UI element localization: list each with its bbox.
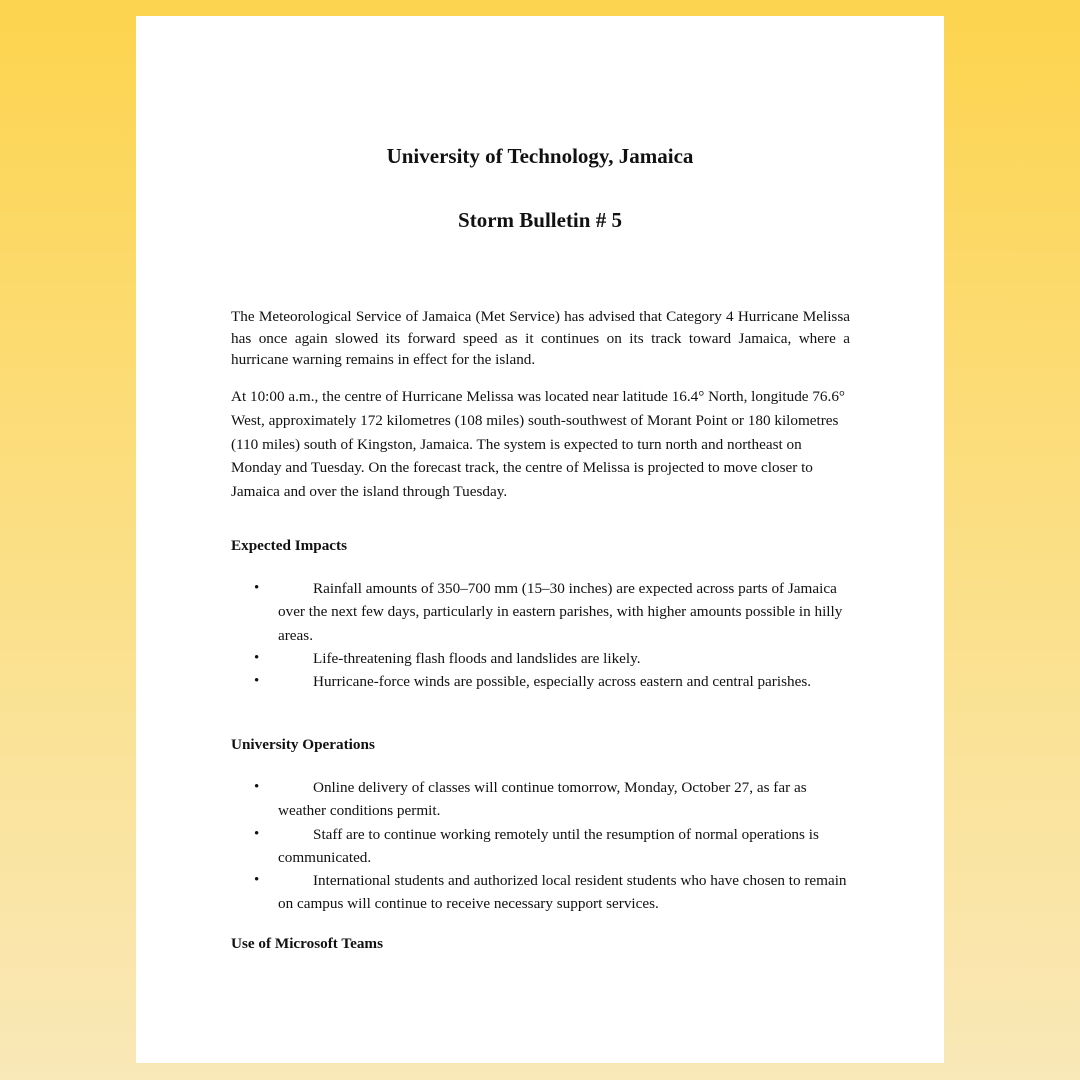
list-item [136, 776, 848, 823]
list-item-text: Online delivery of classes will continue tomorrow, Monday, October 27, as far as weather conditions permit. [278, 779, 807, 820]
location-paragraph: At 10:00 a.m., the centre of Hurricane Melissa was located near latitude 16.4° North, longitude 76.6° West, approximately 172 kilometres (108 miles) south-southwest of Morant Point or 180 kilometres (110 miles) south of Kingston, Jamaica. The system is expected to turn north and northeast on Monday and Tuesday. On the forecast track, the centre of Melissa is projected to move closer to Jamaica and over the island through Tuesday. [231, 388, 845, 501]
section-heading-expected-impacts: Expected Impacts [231, 537, 348, 554]
expected-impacts-list [136, 577, 944, 693]
list-item [136, 577, 848, 647]
list-item [136, 647, 848, 670]
list-item [136, 823, 848, 870]
bulletin-number: Storm Bulletin # 5 [458, 208, 622, 232]
document-page [136, 16, 944, 1063]
list-item [136, 869, 848, 916]
list-item-text: Hurricane-force winds are possible, especially across eastern and central parishes. [313, 673, 812, 691]
list-item-text: Staff are to continue working remotely until the resumption of normal operations is communicated. [278, 825, 819, 866]
list-item-text: Rainfall amounts of 350–700 mm (15–30 inches) are expected across parts of Jamaica over the next few days, particularly in eastern parishes, with higher amounts possible in hilly areas. [278, 580, 843, 644]
intro-paragraph: The Meteorological Service of Jamaica (Met Service) has advised that Category 4 Hurricane Melissa has once again slowed its forward speed as it continues on its track toward Jamaica, where a hurricane warning remains in effect for the island. [231, 308, 850, 368]
list-item [136, 670, 848, 693]
list-item-text: Life-threatening flash floods and landslides are likely. [313, 649, 641, 667]
university-operations-list [136, 776, 944, 916]
bullet-icon: • [254, 580, 260, 596]
list-item-text: International students and authorized local resident students who have chosen to remain on campus will continue to receive necessary support services. [278, 872, 847, 913]
section-heading-microsoft-teams: Use of Microsoft Teams [231, 935, 383, 952]
bullet-icon: • [254, 673, 260, 690]
document-title: University of Technology, Jamaica [386, 144, 694, 168]
bullet-icon: • [254, 779, 260, 795]
bullet-icon: • [254, 872, 260, 889]
section-heading-university-operations: University Operations [231, 736, 375, 753]
bullet-icon: • [254, 825, 260, 842]
bullet-icon: • [254, 649, 260, 666]
